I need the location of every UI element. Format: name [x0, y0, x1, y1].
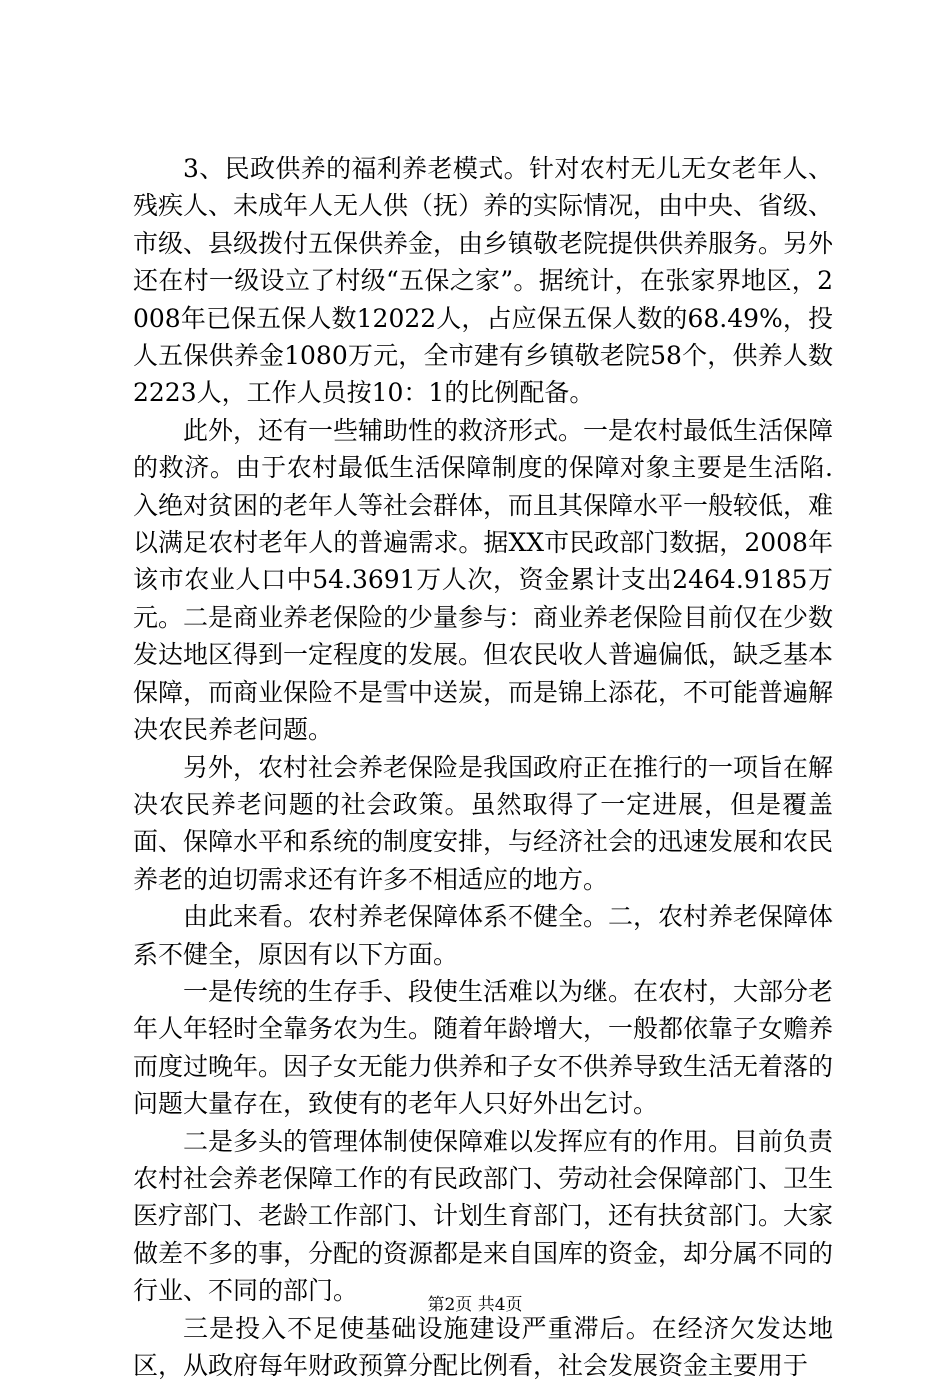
paragraph-welfare-model: 3、民政供养的福利养老模式。针对农村无儿无女老年人、残疾人、未成年人无人供（抚）养的实际情况，由中央、省级、市级、县级拨付五保供养金，由乡镇敬老院提供供养服务。另外还在村一级设立了村级“五保之家”。据统计，在张家界地区，2008年已保五保人数12022人，占应保五保人数的68.49%，投人五保供养金1080万元，全市建有乡镇敬老院58个，供养人数2223人，工作人员按10：1的比例配备。	[133, 154, 834, 408]
paragraph-reason-three: 三是投入不足使基础设施建设严重滞后。在经济欠发达地区，从政府每年财政预算分配比例看，社会发展资金主要用于	[133, 1313, 833, 1380]
paragraph-auxiliary-relief: 此外，还有一些辅助性的救济形式。一是农村最低生活保障的救济。由于农村最低生活保障制度的保障对象主要是生活陷.入绝对贫困的老年人等社会群体，而且其保障水平一般较低，难以满足农村老年人的普遍需求。据XX市民政部门数据，2008年该市农业人口中54.3691万人次，资金累计支出2464.9185万元。二是商业养老保险的少量参与：商业养老保险目前仅在少数发达地区得到一定程度的发展。但农民收人普遍偏低，缺乏基本保障，而商业保险不是雪中送炭，而是锦上添花，不可能普遍解决农民养老问题。	[133, 415, 834, 745]
paragraph-reason-two: 二是多头的管理体制使保障难以发挥应有的作用。目前负责农村社会养老保障工作的有民政部门、劳动社会保障部门、卫生医疗部门、老龄工作部门、计划生育部门，还有扶贫部门。大家做差不多的事，分配的资源都是来自国库的资金，却分属不同的行业、不同的部门。	[133, 1126, 834, 1306]
page-footer: 第2页 共4页	[427, 1295, 523, 1315]
paragraph-conclusion: 由此来看。农村养老保障体系不健全。二，农村养老保障体系不健全，原因有以下方面。	[133, 902, 834, 969]
paragraph-reason-one: 一是传统的生存手、段使生活难以为继。在农村，大部分老年人年轻时全靠务农为生。随着年龄增大，一般都依靠子女赡养而度过晚年。因子女无能力供养和子女不供养导致生活无着落的问题大量存在，致使有的老年人只好外出乞讨。	[133, 976, 834, 1119]
document-body	[133, 150, 833, 1384]
paragraph-rural-pension-insurance: 另外，农村社会养老保险是我国政府正在推行的一项旨在解决农民养老问题的社会政策。虽然取得了一定进展，但是覆盖面、保障水平和系统的制度安排，与经济社会的迅速发展和农民养老的迫切需求还有许多不相适应的地方。	[133, 752, 834, 894]
